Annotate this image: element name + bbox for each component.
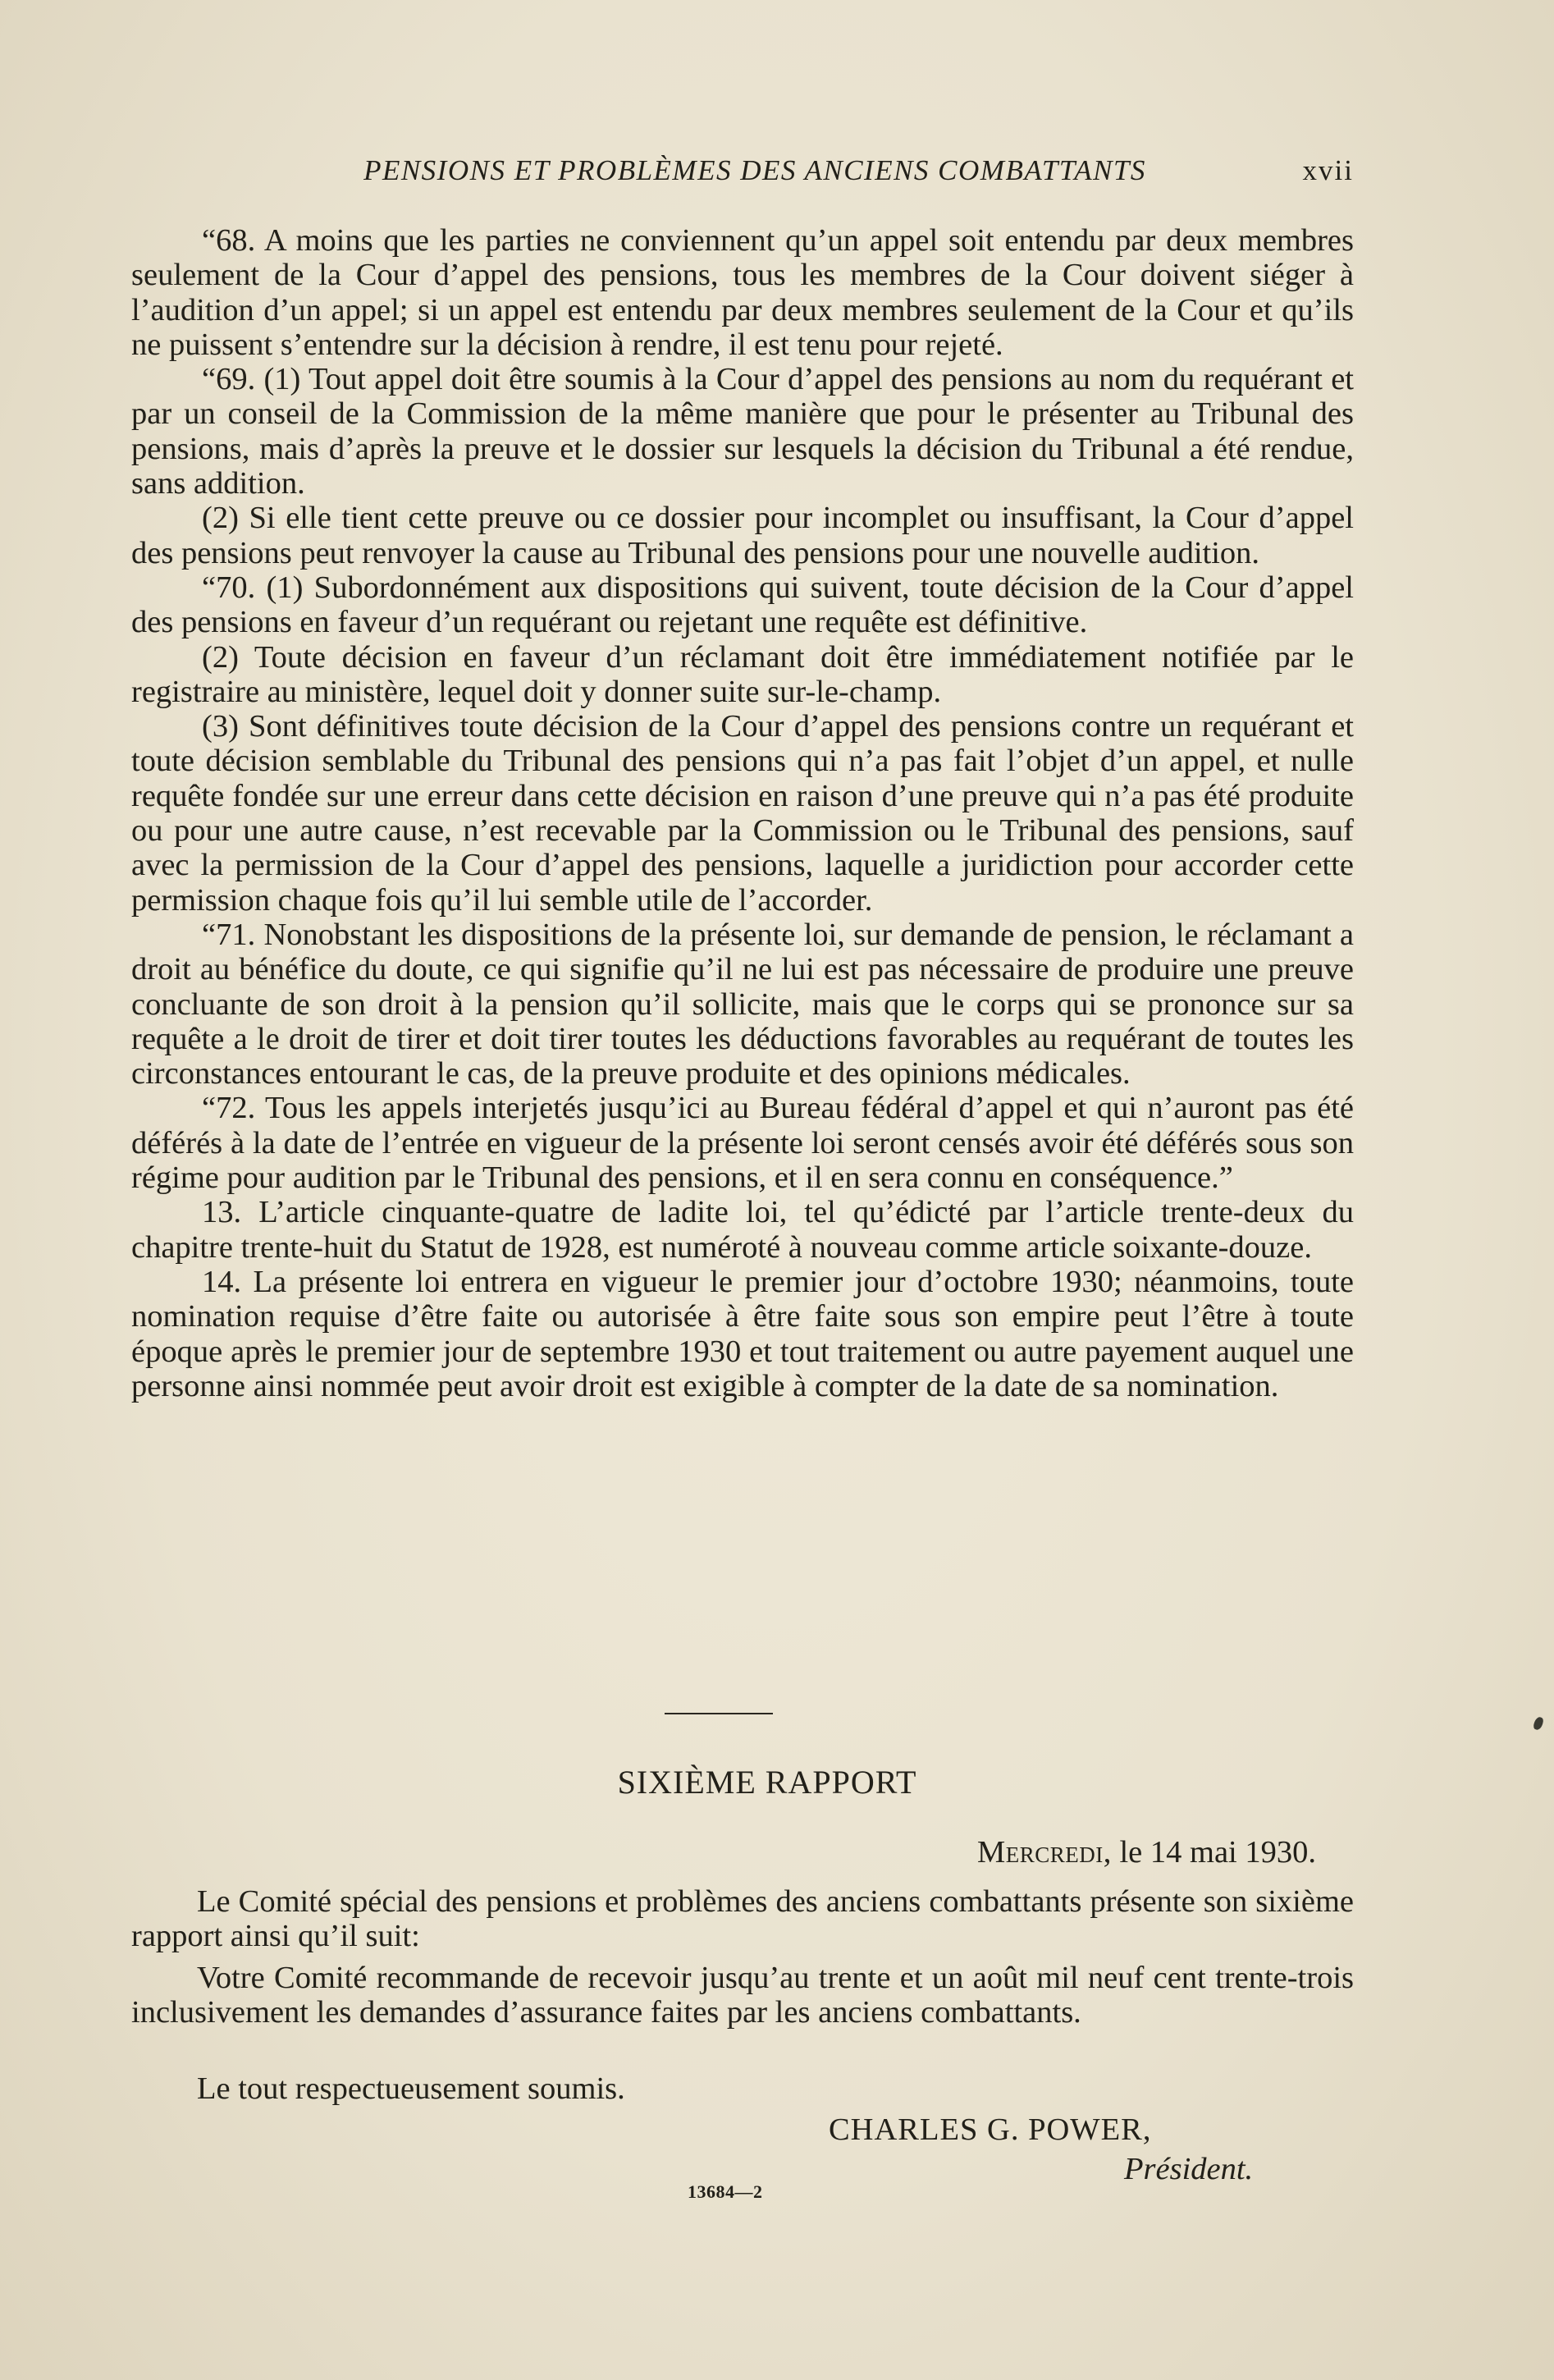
report-body (131, 1884, 1354, 2036)
report-title: SIXIÈME RAPPORT (617, 1764, 917, 1801)
signatory-role: Président. (1124, 2152, 1254, 2186)
paragraph-clause-13: 13. L’article cinquante-quatre de ladite loi, tel qu’édicté par l’article trente-deux du chapitre trente-huit du Statut de 1928, est numéroté à nouveau comme article soixante-douze. (131, 1195, 1354, 1265)
ink-speck (1533, 1716, 1545, 1731)
running-title: PENSIONS ET PROBLÈMES DES ANCIENS COMBATTANTS (363, 154, 1146, 186)
signatory-name: CHARLES G. POWER, (829, 2112, 1152, 2147)
section-divider (665, 1713, 773, 1714)
closing-line: Le tout respectueusement soumis. (197, 2071, 625, 2106)
paragraph-section-70-1: “70. (1) Subordonnément aux dispositions qui suivent, toute décision de la Cour d’appel des pensions en faveur d’un requérant ou rejetant une requête est définitive. (131, 570, 1354, 640)
paragraph-section-71: “71. Nonobstant les dispositions de la présente loi, sur demande de pension, le réclamant a droit au bénéfice du doute, ce qui signifie qu’il ne lui est pas nécessaire de produire une preuve concluante de son droit à la pension qu’il sollicite, mais que le corps qui se prononce sur sa requête a le droit de tirer et doit tirer toutes les déductions favorables au requérant de toutes les circonstances entourant le cas, de la preuve produite et des opinions médicales. (131, 917, 1354, 1092)
report-paragraph-recommendation: Votre Comité recommande de recevoir jusqu’au trente et un août mil neuf cent trente-trois inclusivement les demandes d’assurance faites par les anciens combattants. (131, 1960, 1354, 2030)
paragraph-section-68: “68. A moins que les parties ne conviennent qu’un appel soit entendu par deux membres seulement de la Cour d’appel des pensions, tous les membres de la Cour doivent siéger à l’audition d’un appel; si un appel est entendu par deux membres seulement de la Cour et qu’ils ne puissent s’entendre sur la décision à rendre, il est tenu pour rejeté. (131, 223, 1354, 362)
paragraph-clause-14: 14. La présente loi entrera en vigueur le premier jour d’octobre 1930; néanmoins, toute nomination requise d’être faite ou autorisée à être faite sous son empire peut l’être à toute époque après le premier jour de septembre 1930 et tout traitement ou autre payement auquel une personne ainsi nommée peut avoir droit est exigible à compter de la date de sa nomination. (131, 1264, 1354, 1403)
paragraph-section-69-2: (2) Si elle tient cette preuve ou ce dossier pour incomplet ou insuffisant, la Cour d’appel des pensions peut renvoyer la cause au Tribunal des pensions pour une nouvelle audition. (131, 501, 1354, 570)
report-paragraph-intro: Le Comité spécial des pensions et problèmes des anciens combattants présente son sixième rapport ainsi qu’il suit: (131, 1884, 1354, 1954)
paragraph-section-70-2: (2) Toute décision en faveur d’un réclamant doit être immédiatement notifiée par le registraire au ministère, lequel doit y donner suite sur-le-champ. (131, 639, 1354, 709)
paragraph-section-72: “72. Tous les appels interjetés jusqu’ici au Bureau fédéral d’appel et qui n’auront pas été déférés à la date de l’entrée en vigueur de la présente loi seront censés avoir été déférés sous son régime pour audition par le Tribunal des pensions, et il en sera connu en conséquence.” (131, 1091, 1354, 1196)
paragraph-section-69-1: “69. (1) Tout appel doit être soumis à la Cour d’appel des pensions au nom du requérant et par un conseil de la Commission de la même manière que pour le présenter au Tribunal des pensions, mais d’après la preuve et le dossier sur lesquels la décision du Tribunal a été rendue, sans addition. (131, 362, 1354, 501)
report-date-day: Mercredi, (976, 1835, 1112, 1870)
statute-text (131, 223, 1354, 1403)
paragraph-section-70-3: (3) Sont définitives toute décision de la Cour d’appel des pensions contre un requérant et toute décision semblable du Tribunal des pensions qui n’a pas fait l’objet d’un appel, et nulle requête fondée sur une erreur dans cette décision en raison d’une preuve qui n’a pas été produite ou pour une autre cause, n’est recevable par la Commission ou le Tribunal des pensions, sauf avec la permission de la Cour d’appel des pensions, laquelle a juridiction pour accorder cette permission chaque fois qu’il lui semble utile de l’accorder. (131, 709, 1354, 918)
page-number: xvii (1302, 154, 1354, 186)
sheet-number: 13684—2 (688, 2181, 763, 2202)
report-date-rest: le 14 mai 1930. (1111, 1835, 1316, 1870)
running-header (131, 154, 1354, 195)
report-date (977, 1834, 1316, 1870)
